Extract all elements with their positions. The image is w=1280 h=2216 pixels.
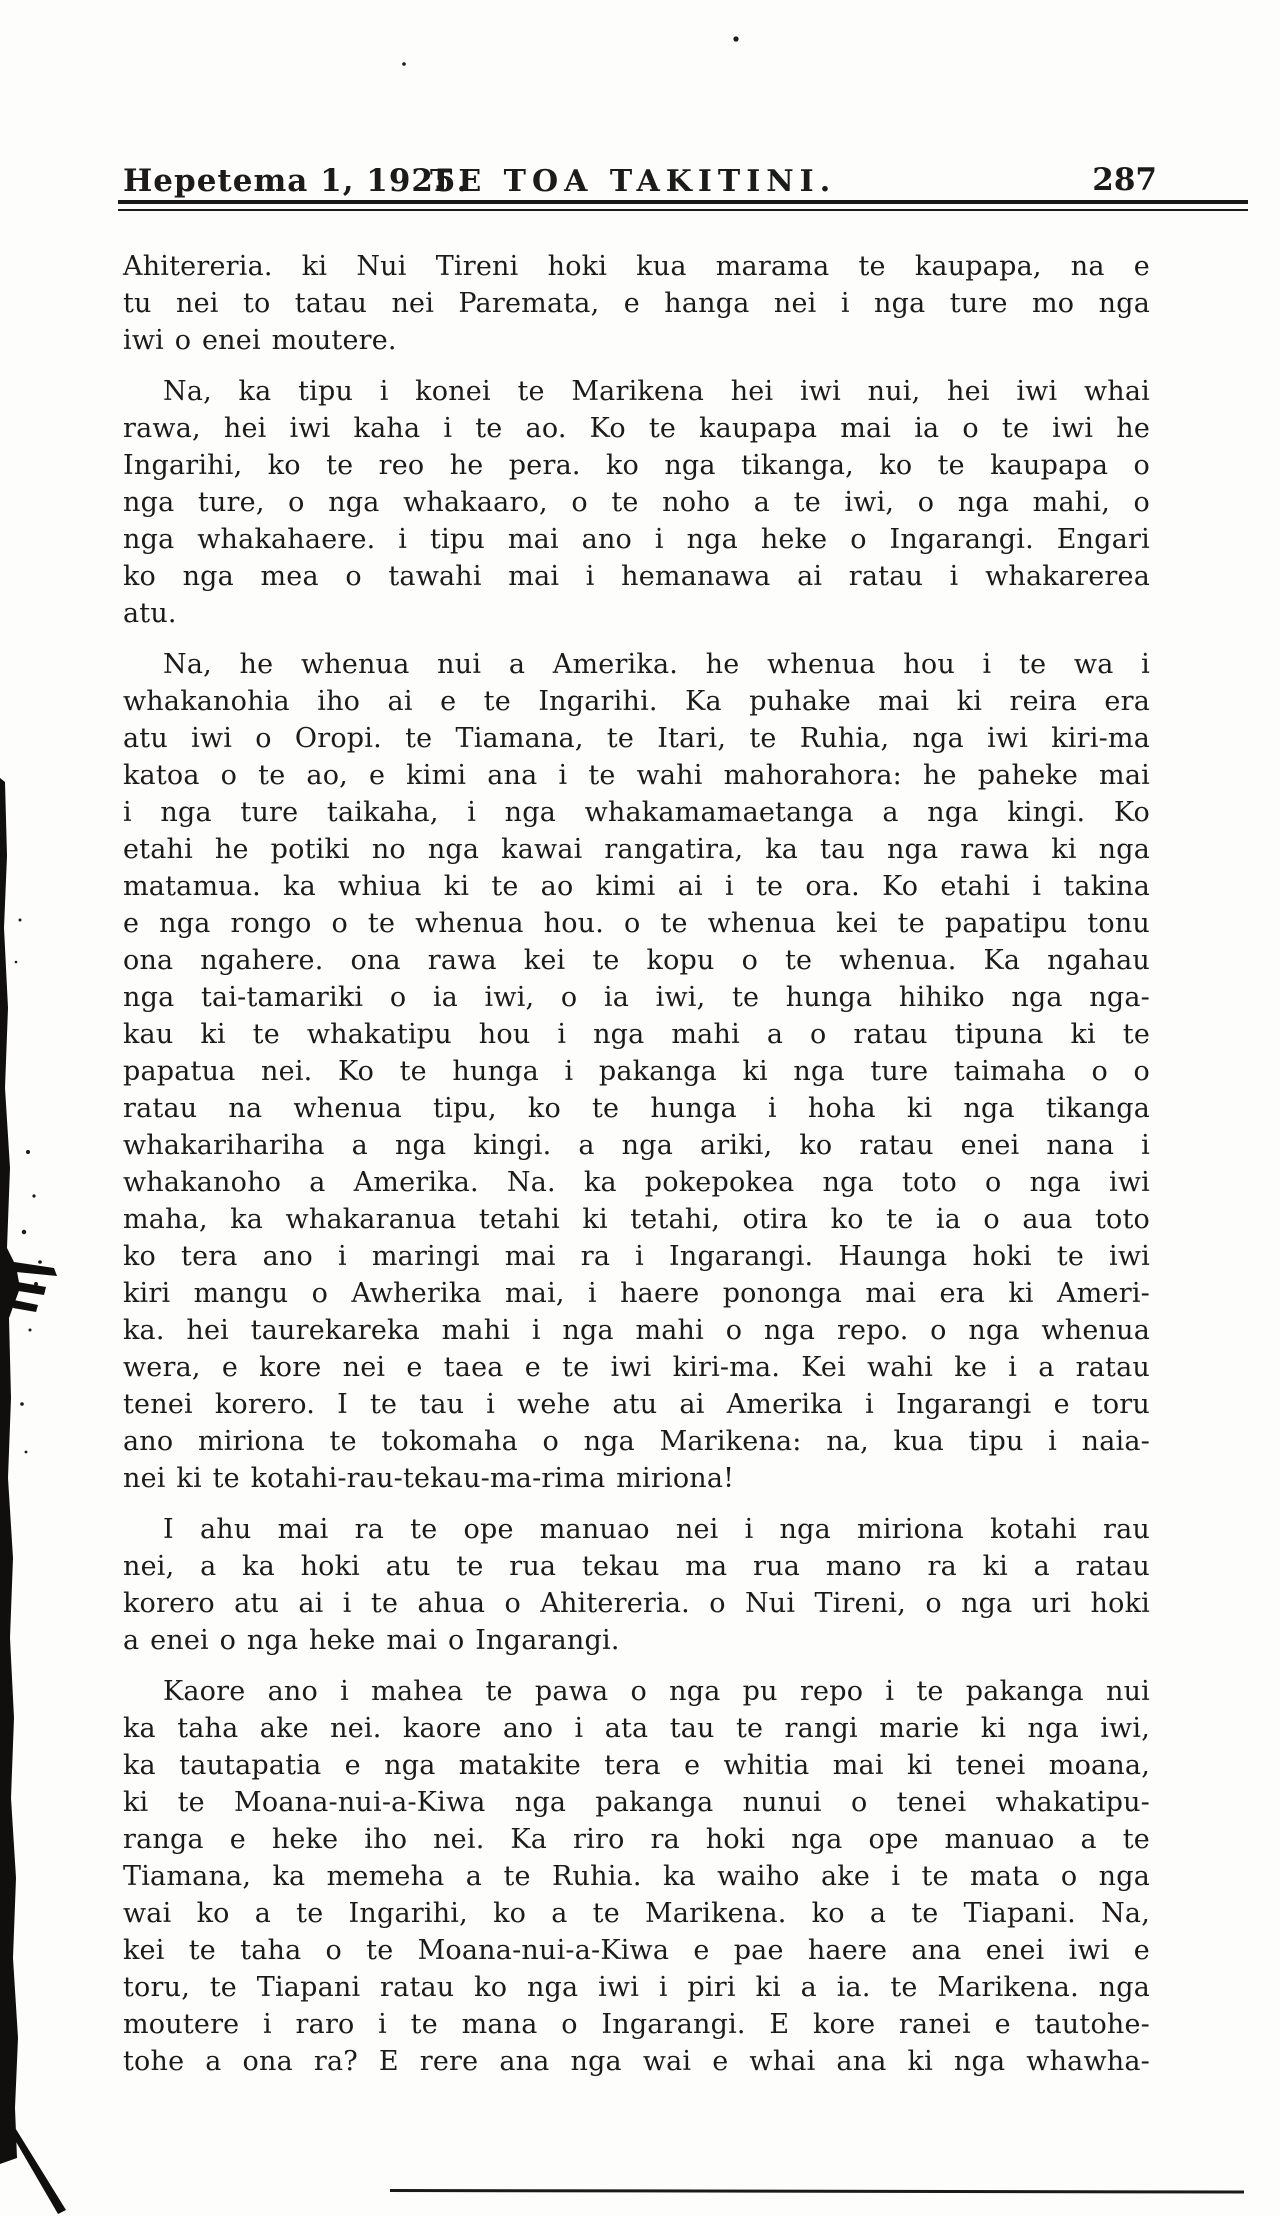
text-line: atu. [123, 598, 177, 629]
text-line: rawa, hei iwi kaha i te ao. Ko te kaupapa mai ia o te iwi he [123, 413, 1150, 444]
text-line: nga ture, o nga whakaaro, o te noho a te iwi, o nga mahi, o [123, 487, 1150, 518]
text-line: korero atu ai i te ahua o Ahitereria. o Nui Tireni, o nga uri hoki [123, 1588, 1150, 1619]
text-line: tenei korero. I te tau i wehe atu ai Amerika i Ingarangi e toru [123, 1389, 1150, 1420]
text-line: Ingarihi, ko te reo he pera. ko nga tikanga, ko te kaupapa o [123, 450, 1150, 481]
text-line: ona ngahere. ona rawa kei te kopu o te whenua. Ka ngahau [123, 945, 1150, 976]
text-line: a enei o nga heke mai o Ingarangi. [123, 1625, 620, 1656]
text-line: nga tai-tamariki o ia iwi, o ia iwi, te hunga hihiko nga nga- [123, 982, 1150, 1013]
text-line: nga whakahaere. i tipu mai ano i nga heke o Ingarangi. Engari [123, 524, 1150, 555]
header-rule-top [118, 200, 1248, 204]
text-line: matamua. ka whiua ki te ao kimi ai i te ora. Ko etahi i takina [123, 871, 1150, 902]
header-rule-bottom [118, 209, 1248, 211]
text-line: nei, a ka hoki atu te rua tekau ma rua mano ra ki a ratau [123, 1551, 1150, 1582]
article-body [123, 248, 1150, 2094]
text-line: papatua nei. Ko te hunga i pakanga ki nga ture taimaha o o [123, 1056, 1150, 1087]
header-masthead-title: TE TOA TAKITINI. [430, 164, 837, 199]
header-page-number: 287 [1092, 162, 1157, 198]
text-line: ratau na whenua tipu, ko te hunga i hoha ki nga tikanga [123, 1093, 1150, 1124]
text-line: toru, te Tiapani ratau ko nga iwi i piri ki a ia. te Marikena. nga [123, 1972, 1150, 2003]
text-line: Kaore ano i mahea te pawa o nga pu repo i te pakanga nui [163, 1676, 1150, 1707]
text-line: wera, e kore nei e taea e te iwi kiri-ma. Kei wahi ke i a ratau [123, 1352, 1150, 1383]
bottom-scan-line [390, 2189, 1244, 2193]
text-line: tu nei to tatau nei Paremata, e hanga nei i nga ture mo nga [123, 288, 1150, 319]
text-line: ko nga mea o tawahi mai i hemanawa ai ratau i whakarerea [123, 561, 1150, 592]
paragraph [123, 373, 1150, 632]
text-line: Na, ka tipu i konei te Marikena hei iwi nui, hei iwi whai [163, 376, 1150, 407]
text-line: atu iwi o Oropi. te Tiamana, te Itari, te Ruhia, nga iwi kiri-ma [123, 723, 1150, 754]
text-line: Na, he whenua nui a Amerika. he whenua hou i te wa i [163, 649, 1150, 680]
paragraph [123, 248, 1150, 359]
text-line: moutere i raro i te mana o Ingarangi. E kore ranei e tautohe- [123, 2009, 1150, 2040]
text-line: i nga ture taikaha, i nga whakamamaetanga a nga kingi. Ko [123, 797, 1150, 828]
text-line: ka tautapatia e nga matakite tera e whitia mai ki tenei moana, [123, 1750, 1150, 1781]
text-line: Tiamana, ka memeha a te Ruhia. ka waiho ake i te mata o nga [123, 1861, 1150, 1892]
header-date: Hepetema 1, 1925. [123, 163, 469, 199]
text-line: whakarihariha a nga kingi. a nga ariki, ko ratau enei nana i [123, 1130, 1150, 1161]
text-line: Ahitereria. ki Nui Tireni hoki kua marama te kaupapa, na e [123, 251, 1150, 282]
text-line: ano miriona te tokomaha o nga Marikena: na, kua tipu i naia- [123, 1426, 1150, 1457]
text-line: kiri mangu o Awherika mai, i haere pononga mai era ki Ameri- [123, 1278, 1150, 1309]
text-line: e nga rongo o te whenua hou. o te whenua kei te papatipu tonu [123, 908, 1150, 939]
text-line: I ahu mai ra te ope manuao nei i nga miriona kotahi rau [163, 1514, 1150, 1545]
text-line: wai ko a te Ingarihi, ko a te Marikena. ko a te Tiapani. Na, [123, 1898, 1150, 1929]
binding-ink-streak-mark [0, 778, 20, 2164]
bottom-left-stroke-mark [8, 2126, 66, 2214]
ink-blot-mark [12, 1281, 46, 1295]
text-line: kei te taha o te Moana-nui-a-Kiwa e pae haere ana enei iwi e [123, 1935, 1150, 1966]
text-line: ka. hei taurekareka mahi i nga mahi o nga repo. o nga whenua [123, 1315, 1150, 1346]
text-line: whakanoho a Amerika. Na. ka pokepokea nga toto o nga iwi [123, 1167, 1150, 1198]
text-line: iwi o enei moutere. [123, 325, 397, 356]
paragraph [123, 1673, 1150, 2080]
ink-blot-mark [14, 1262, 57, 1276]
text-line: ranga e heke iho nei. Ka riro ra hoki nga ope manuao a te [123, 1824, 1150, 1855]
text-line: kau ki te whakatipu hou i nga mahi a o ratau tipuna ki te [123, 1019, 1150, 1050]
paragraph [123, 646, 1150, 1497]
paragraph [123, 1511, 1150, 1659]
text-line: ka taha ake nei. kaore ano i ata tau te rangi marie ki nga iwi, [123, 1713, 1150, 1744]
text-line: etahi he potiki no nga kawai rangatira, ka tau nga rawa ki nga [123, 834, 1150, 865]
text-line: ki te Moana-nui-a-Kiwa nga pakanga nunui o tenei whakatipu- [123, 1787, 1150, 1818]
text-line: katoa o te ao, e kimi ana i te wahi mahorahora: he paheke mai [123, 760, 1150, 791]
text-line: nei ki te kotahi-rau-tekau-ma-rima miriona! [123, 1463, 735, 1494]
text-line: tohe a ona ra? E rere ana nga wai e whai ana ki nga whawha- [123, 2046, 1150, 2077]
text-line: ko tera ano i maringi mai ra i Ingarangi. Haunga hoki te iwi [123, 1241, 1150, 1272]
ink-blot-mark [13, 1300, 38, 1312]
text-line: maha, ka whakaranua tetahi ki tetahi, otira ko te ia o aua toto [123, 1204, 1150, 1235]
text-line: whakanohia iho ai e te Ingarihi. Ka puhake mai ki reira era [123, 686, 1150, 717]
